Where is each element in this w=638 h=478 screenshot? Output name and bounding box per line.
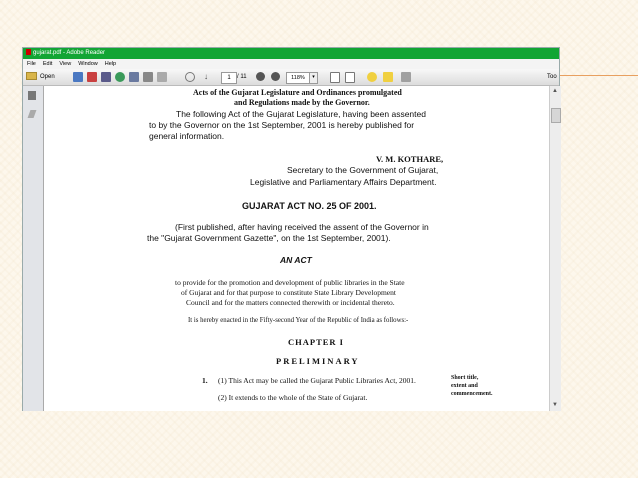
zoom-input[interactable]: 118% <box>286 72 310 84</box>
previous-page-icon[interactable] <box>185 72 195 82</box>
preliminary-heading: PRELIMINARY <box>276 356 360 366</box>
menu-edit[interactable]: Edit <box>42 61 53 67</box>
zoom-in-icon[interactable] <box>271 72 280 81</box>
an-act-heading: AN ACT <box>280 255 312 265</box>
act-number: GUJARAT ACT NO. 25 OF 2001. <box>242 201 377 211</box>
next-page-icon[interactable]: ↓ <box>204 72 208 81</box>
scroll-down-arrow[interactable]: ▼ <box>552 402 558 408</box>
purpose-line-1: to provide for the promotion and development of public libraries in the State <box>175 278 405 287</box>
save-icon[interactable] <box>129 72 139 82</box>
zoom-dropdown[interactable]: ▾ <box>309 72 318 84</box>
enactment-line: It is hereby enacted in the Fifty-second Year of the Republic of India as follows:- <box>188 317 409 324</box>
cloud-icon[interactable] <box>115 72 125 82</box>
signatory-title-1: Secretary to the Government of Gujarat, <box>287 165 439 175</box>
intro-line-3: general information. <box>149 131 225 141</box>
page-number-input[interactable]: 1 <box>221 72 237 84</box>
signatory-title-2: Legislative and Parliamentary Affairs Department. <box>250 177 437 187</box>
open-label: Open <box>40 74 55 80</box>
folder-icon <box>26 72 37 80</box>
adobe-reader-icon <box>26 49 31 55</box>
chapter-heading: CHAPTER I <box>288 337 344 347</box>
purpose-line-3: Council and for the matters connected therewith or incidental thereto. <box>186 298 395 307</box>
first-published-line-1: (First published, after having received the assent of the Governor in <box>175 222 429 232</box>
section-1-clause-2: (2) It extends to the whole of the State of Gujarat. <box>218 393 368 402</box>
pages-panel-icon[interactable] <box>28 91 36 100</box>
fit-page-icon[interactable] <box>330 72 340 83</box>
scroll-thumb[interactable] <box>551 108 561 123</box>
sign-icon[interactable] <box>401 72 411 82</box>
highlight-icon[interactable] <box>383 72 393 82</box>
document-view[interactable] <box>44 86 549 411</box>
first-published-line-2: the "Gujarat Government Gazette", on the 1st September, 2001). <box>147 233 391 243</box>
title-bar <box>23 48 559 59</box>
pdf-page <box>44 86 549 411</box>
toolbar <box>23 69 559 86</box>
heading-line-1: Acts of the Gujarat Legislature and Ordinances promulgated <box>193 88 402 97</box>
section-1-clause-1: (1) This Act may be called the Gujarat Public Libraries Act, 2001. <box>218 376 416 385</box>
menu-window[interactable]: Window <box>78 61 98 67</box>
intro-line-1: The following Act of the Gujarat Legislature, having been assented <box>176 109 426 119</box>
zoom-out-icon[interactable] <box>256 72 265 81</box>
print-icon[interactable] <box>143 72 153 82</box>
window-title: gujarat.pdf - Adobe Reader <box>33 50 106 56</box>
menu-bar <box>23 59 559 69</box>
navigation-panel <box>23 86 44 411</box>
create-pdf-icon[interactable] <box>73 72 83 82</box>
menu-help[interactable]: Help <box>104 61 117 67</box>
margin-note-2: extent and <box>451 383 478 389</box>
scroll-up-arrow[interactable]: ▲ <box>552 88 558 94</box>
vertical-scrollbar[interactable] <box>549 86 561 411</box>
intro-line-2: to by the Governor on the 1st September, 2001 is hereby published for <box>149 120 415 130</box>
email-icon[interactable] <box>157 72 167 82</box>
purpose-line-2: of Gujarat and for that purpose to constitute State Library Development <box>181 288 396 297</box>
signatory-name: V. M. KOTHARE, <box>376 154 444 164</box>
adobe-reader-window <box>22 47 560 411</box>
tools-label[interactable]: Too <box>547 74 557 80</box>
section-1-number: 1. <box>202 376 208 385</box>
export-pdf-icon[interactable] <box>87 72 97 82</box>
page-count: / 11 <box>237 74 247 80</box>
menu-view[interactable]: View <box>59 61 72 67</box>
menu-file[interactable]: File <box>27 61 36 67</box>
comment-icon[interactable] <box>367 72 377 82</box>
open-button[interactable] <box>26 71 60 83</box>
margin-note-3: commencement. <box>451 391 493 397</box>
attachments-icon[interactable] <box>28 110 37 118</box>
edit-icon[interactable] <box>101 72 111 82</box>
heading-line-2: and Regulations made by the Governor. <box>234 98 370 107</box>
margin-note-1: Short title, <box>451 375 479 381</box>
full-screen-icon[interactable] <box>345 72 355 83</box>
